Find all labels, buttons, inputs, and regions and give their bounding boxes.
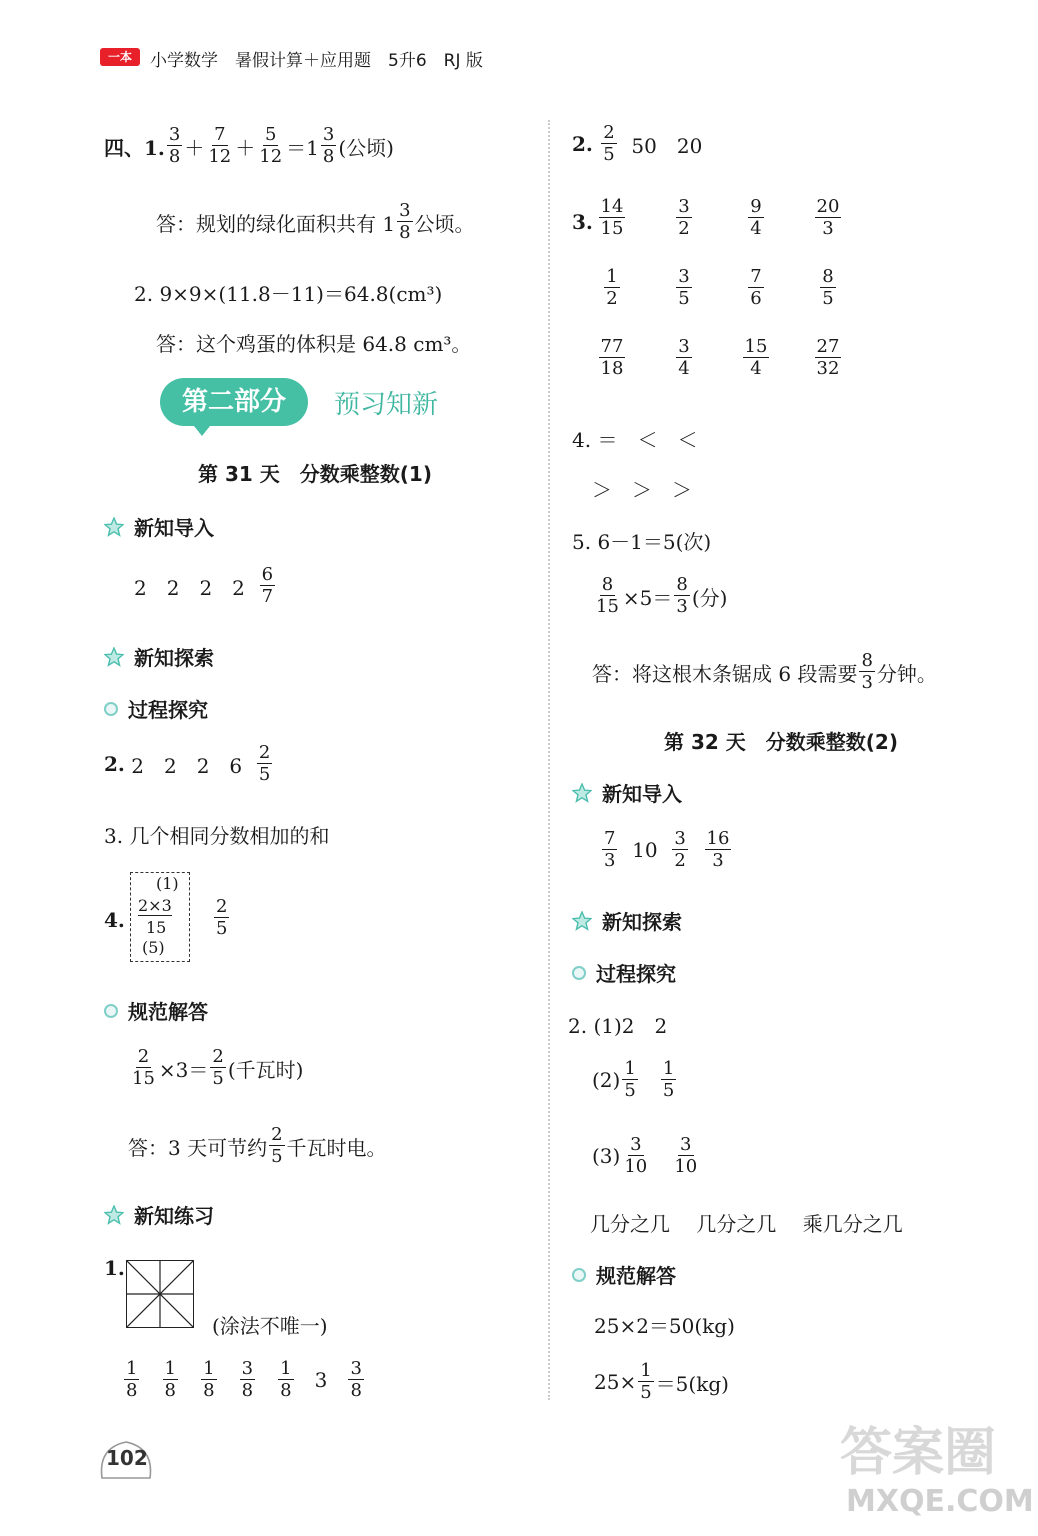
- watermark-url: MXQE.COM: [846, 1484, 1034, 1519]
- r-std-2: 25× $\frac{1}{5}$ ＝5(kg): [594, 1360, 729, 1403]
- intro-answers: 2 2 2 2 $\frac{6}{7}$: [134, 564, 274, 607]
- label: 2.: [104, 752, 125, 776]
- watermark: 答案圈: [840, 1423, 997, 1483]
- q4-result: $\frac{2}{5}$: [216, 896, 228, 939]
- answer-text: 答：规划的绿化面积共有 1: [156, 211, 396, 236]
- standard-equation: $\frac{2}{15}$ ×3＝ $\frac{2}{5}$ (千瓦时): [132, 1046, 304, 1089]
- heading-text: 新知练习: [134, 1204, 214, 1228]
- heading-text: 新知探索: [602, 910, 682, 934]
- p1-answers: $\frac{1}{8}$ $\frac{1}{8}$ $\frac{1}{8}$ $\frac{3}{8}$ $\frac{1}{8}$ 3 $\frac{3}{8}$: [126, 1358, 362, 1401]
- answer-text: 答：3 天可节约: [128, 1135, 268, 1160]
- page-header-title: 小学数学 暑假计算＋应用题 5升6 RJ 版: [150, 51, 483, 71]
- expr-start: 25×: [594, 1370, 637, 1394]
- value: 10: [632, 838, 658, 862]
- r-heading-standard: [572, 1260, 676, 1289]
- star-icon: [572, 783, 592, 803]
- section-banner: 第二部分: [160, 378, 308, 426]
- standard-answer: 答：3 天可节约 $\frac{2}{5}$ 千瓦时电。: [128, 1124, 387, 1167]
- day-31-title: 第 31 天 分数乘整数(1): [198, 462, 432, 486]
- r-intro-answers: $\frac{7}{3}$ 10 $\frac{3}{2}$ $\frac{16}{3}$: [604, 828, 730, 871]
- r-q3-label: 3.: [572, 210, 593, 234]
- circle-icon: [104, 1004, 118, 1018]
- heading-process: [104, 694, 208, 723]
- divided-square-figure: [126, 1260, 194, 1328]
- heading-text: 规范解答: [596, 1264, 676, 1288]
- unit: (分): [691, 585, 728, 610]
- r-heading-explore: [572, 906, 682, 935]
- box-denominator: 15: [146, 918, 167, 937]
- circle-icon: [104, 702, 118, 716]
- label: (2): [592, 1068, 621, 1092]
- r-q3-grid: $\frac{14}{15}$ $\frac{3}{2}$ $\frac{9}{4}$ $\frac{20}{3}$ $\frac{1}{2}$ $\frac{3}{5}$ $\frac{7}{6}$ $\frac{8}{5}$ $\frac{77}{18}$ $\frac{3}{4}$ $\frac{15}{4}$ $\frac{27}{32}$: [600, 196, 840, 379]
- r-heading-process: [572, 958, 676, 987]
- heading-text: 新知导入: [602, 782, 682, 806]
- day-32-title: 第 32 天 分数乘整数(2): [664, 730, 898, 754]
- star-icon: [104, 647, 124, 667]
- answer-text-end: 千瓦时电。: [286, 1135, 387, 1160]
- r-q4-row1: 4. ＝ ＜ ＜: [572, 428, 698, 452]
- answer-text: 答：将这根木条锯成 6 段需要: [592, 661, 858, 686]
- brand-logo: 一本: [100, 48, 140, 66]
- heading-text: 过程探究: [128, 698, 208, 722]
- r-q2-answers: 2. $\frac{2}{5}$ 50 20: [572, 122, 703, 165]
- p1-label: 1.: [104, 1256, 125, 1280]
- r-q5-equation-2: $\frac{8}{15}$ ×5＝ $\frac{8}{3}$ (分): [596, 574, 728, 617]
- r-heading-intro: [572, 778, 682, 807]
- circle-icon: [572, 966, 586, 980]
- star-icon: [104, 1205, 124, 1225]
- heading-explore: [104, 642, 214, 671]
- q4-1-answer: 答：规划的绿化面积共有 1 $\frac{3}{8}$ 公顷。: [156, 200, 475, 243]
- q4-1-unit: (公顷): [338, 135, 394, 160]
- values: 2 2 2 6: [131, 753, 243, 778]
- box-top: (1): [156, 874, 179, 893]
- q2-answers: 2. 2 2 2 6 $\frac{2}{5}$: [104, 742, 271, 785]
- label: 2.: [572, 132, 593, 156]
- q4-1-equation: 四、1. $\frac{3}{8}$ ＋ $\frac{7}{12}$ ＋ $\frac{5}{12}$ ＝1 $\frac{3}{8}$ (公顷): [104, 124, 394, 167]
- r-std-1: 25×2＝50(kg): [594, 1314, 735, 1338]
- q4-1-label: 四、1.: [104, 135, 165, 160]
- star-icon: [572, 911, 592, 931]
- circle-icon: [572, 1268, 586, 1282]
- values: 50 20: [631, 133, 703, 158]
- heading-standard: [104, 996, 208, 1025]
- r-q4-row2: ＞ ＞ ＞: [592, 478, 692, 502]
- q4-2-answer: 答：这个鸡蛋的体积是 64.8 cm³。: [156, 332, 472, 356]
- whole-value: 3: [314, 1368, 328, 1392]
- heading-text: 过程探究: [596, 962, 676, 986]
- q4-label: 4.: [104, 908, 125, 932]
- label: (3): [592, 1144, 621, 1168]
- answer-text-end: 分钟。: [876, 661, 937, 686]
- section-subtitle: 预习知新: [334, 390, 439, 420]
- column-divider: [548, 120, 550, 1400]
- heading-text: 新知导入: [134, 516, 214, 540]
- r-p2-1: 2. (1)2 2: [568, 1014, 668, 1038]
- expr-end: ＝5(kg): [655, 1371, 729, 1396]
- box-numerator: 2×3: [138, 896, 172, 915]
- q4-2-equation: 2. 9×9×(11.8－11)＝64.8(cm³): [134, 282, 443, 306]
- unit: (千瓦时): [227, 1057, 304, 1082]
- p1-note: (涂法不唯一): [212, 1314, 328, 1338]
- r-p2-2: (2) $\frac{1}{5}$ $\frac{1}{5}$: [592, 1058, 675, 1101]
- r-p2-3: (3) $\frac{3}{10}$ $\frac{3}{10}$: [592, 1134, 698, 1177]
- values: 2 2 2 2: [134, 575, 245, 600]
- q3-answer: 3. 几个相同分数相加的和: [104, 824, 330, 848]
- star-icon: [104, 517, 124, 537]
- heading-text: 新知探索: [134, 646, 214, 670]
- answer-text-end: 公顷。: [414, 211, 475, 236]
- r-q5-answer: 答：将这根木条锯成 6 段需要 $\frac{8}{3}$ 分钟。: [592, 650, 937, 693]
- heading-practice: [104, 1200, 214, 1229]
- heading-text: 规范解答: [128, 1000, 208, 1024]
- r-phrases: 几分之几 几分之几 乘几分之几: [590, 1212, 903, 1236]
- heading-intro: [104, 512, 214, 541]
- page-number: 102: [106, 1446, 148, 1470]
- r-q5-equation: 5. 6－1＝5(次): [572, 530, 712, 554]
- box-bottom: (5): [142, 938, 165, 957]
